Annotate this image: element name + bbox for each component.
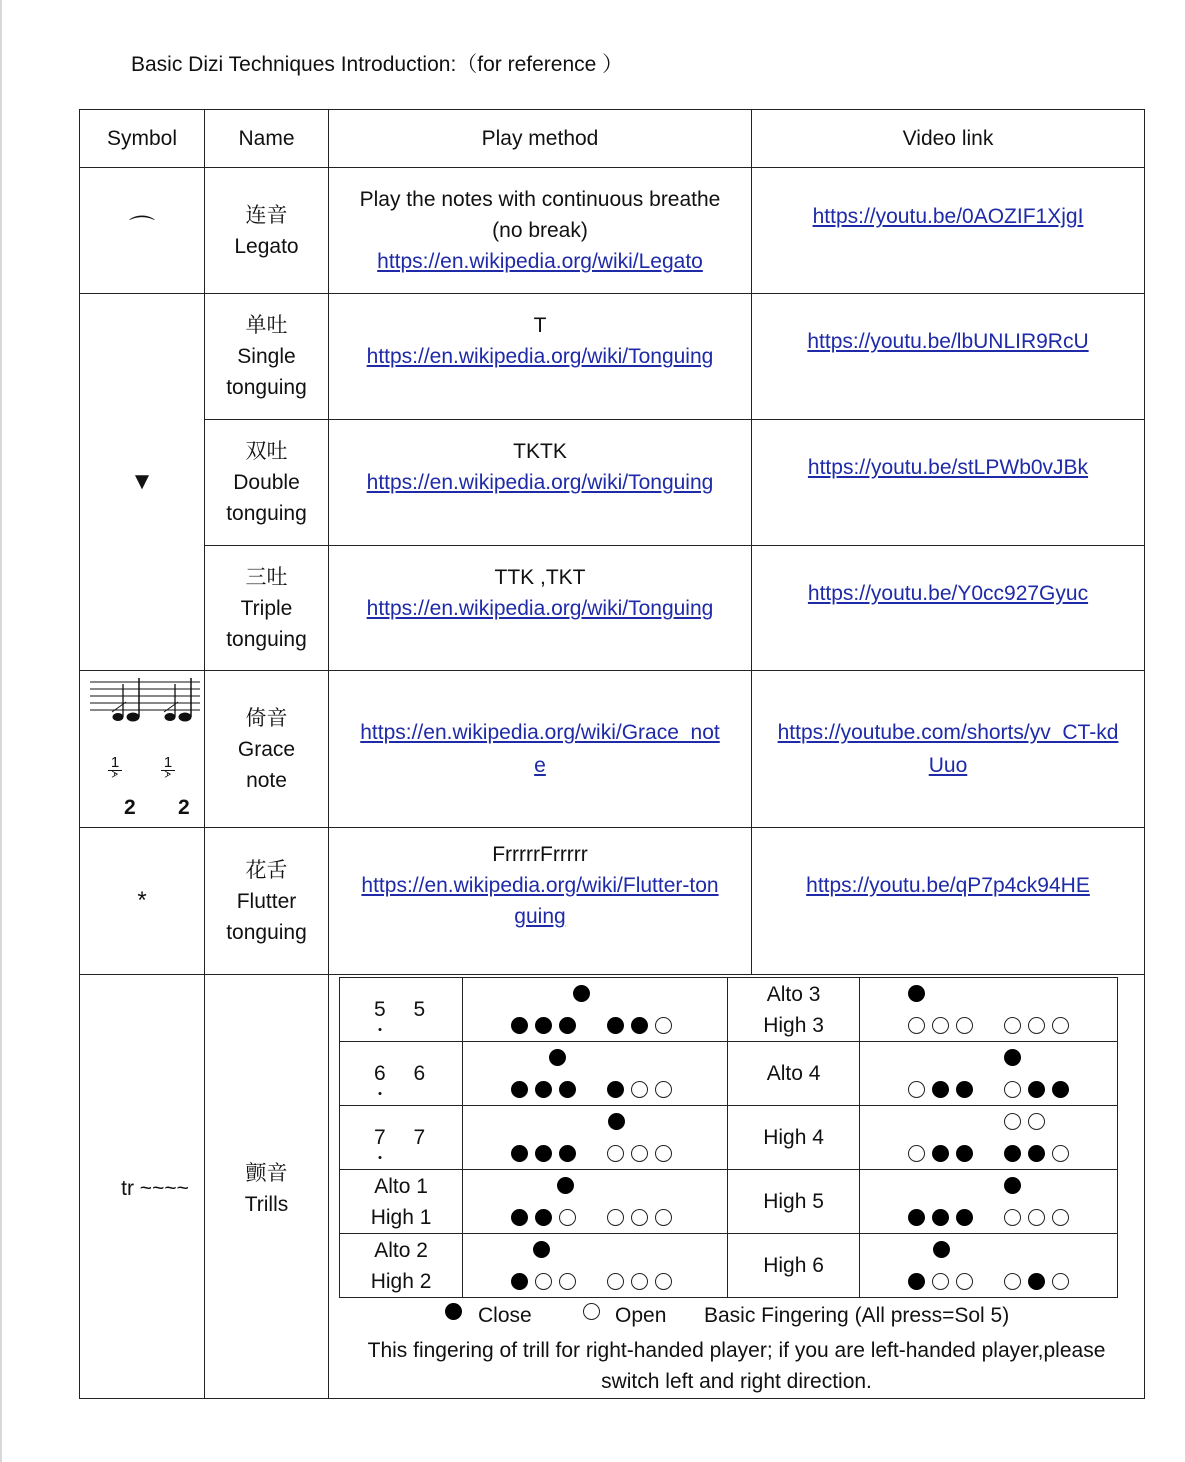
wiki-link-cont[interactable]: e: [534, 754, 546, 777]
wiki-link[interactable]: https://en.wikipedia.org/wiki/Legato: [377, 250, 703, 273]
closed-hole-icon: [511, 1145, 528, 1162]
name-en: Single: [237, 345, 296, 368]
single-method: [329, 294, 752, 420]
closed-hole-icon: [1028, 1273, 1045, 1290]
thumb-hole-icon: [1004, 1177, 1021, 1194]
method-text: T: [533, 314, 547, 337]
video-link-cont[interactable]: Uuo: [928, 754, 968, 777]
name-en-2: tonguing: [226, 627, 307, 651]
closed-hole-icon: [607, 1017, 624, 1034]
grace-symbol: [80, 671, 205, 828]
name-en: Triple: [240, 596, 293, 620]
fingering-label-2: High 3: [763, 1013, 824, 1037]
legend-basic-fingering: Basic Fingering (All press=Sol 5): [704, 1304, 1010, 1327]
staff-number: 1: [110, 753, 120, 771]
fingering-dots: [463, 978, 728, 1042]
document-title: Basic Dizi Techniques Introduction:（for reference ）: [131, 53, 624, 76]
thumb-hole-icon: [1004, 1049, 1021, 1066]
staff-low-number: 2: [124, 795, 136, 819]
method-text: TTK ,TKT: [494, 566, 586, 589]
closed-hole-icon: [1004, 1145, 1021, 1162]
fingering-label: [340, 1106, 463, 1170]
fingering-label-1: Alto 1: [374, 1174, 428, 1198]
grace-method: [329, 671, 752, 828]
closed-hole-icon: [559, 1081, 576, 1098]
closed-hole-icon: [908, 1273, 925, 1290]
flutter-method: [329, 828, 752, 975]
legend-close: Close: [478, 1304, 532, 1327]
open-hole-icon: [1004, 1209, 1021, 1226]
open-hole-icon: [631, 1209, 648, 1226]
fingering-dots: [463, 1234, 728, 1298]
name-cn: 三吐: [245, 564, 288, 589]
closed-hole-icon: [559, 1145, 576, 1162]
jianpu-note: 7: [413, 1126, 426, 1149]
fingering-label: [340, 978, 463, 1042]
closed-hole-icon: [535, 1081, 552, 1098]
open-hole-icon: [1028, 1209, 1045, 1226]
flutter-name: [205, 828, 329, 975]
table-row: [80, 420, 1145, 546]
open-hole-icon: [956, 1017, 973, 1034]
closed-hole-icon: [1028, 1145, 1045, 1162]
open-hole-icon: [559, 1209, 576, 1226]
video-link[interactable]: https://youtu.be/stLPWb0vJBk: [807, 456, 1089, 479]
thumb-hole-icon: [557, 1177, 574, 1194]
fingering-table: [339, 977, 1118, 1298]
legato-video: [752, 168, 1145, 294]
fingering-label-1: High 6: [763, 1254, 824, 1277]
trill-symbol: tr ~~~~: [80, 975, 205, 1399]
open-hole-icon: [1052, 1145, 1069, 1162]
open-hole-icon: [631, 1081, 648, 1098]
double-name: [205, 420, 329, 546]
double-method: [329, 420, 752, 546]
open-hole-icon: [1028, 1113, 1045, 1130]
fingering-dots: [463, 1042, 728, 1106]
open-hole-icon: [607, 1145, 624, 1162]
open-hole-icon: [1028, 1017, 1045, 1034]
fingering-label: [728, 1234, 859, 1298]
open-hole-icon: [655, 1145, 672, 1162]
slur-symbol: ⌒: [128, 214, 155, 244]
tonguing-symbol: [80, 294, 205, 671]
video-link[interactable]: https://youtube.com/shorts/yv_CT-kd: [777, 721, 1119, 744]
double-video: [752, 420, 1145, 546]
fingering-label-1: Alto 4: [766, 1062, 821, 1085]
closed-hole-icon: [1028, 1081, 1045, 1098]
open-hole-icon: [559, 1273, 576, 1290]
triple-method: [329, 546, 752, 671]
fingering-dots: [859, 1170, 1117, 1234]
wiki-link[interactable]: https://en.wikipedia.org/wiki/Flutter-ton: [361, 874, 719, 897]
trill-name: [205, 975, 329, 1399]
fingering-label: [340, 1170, 463, 1234]
closed-hole-icon: [908, 1209, 925, 1226]
name-en: Grace: [237, 737, 296, 761]
fingering-dots: [859, 978, 1117, 1042]
page-edge: [0, 0, 2, 1462]
fingering-label: [728, 1106, 859, 1170]
header-symbol: Symbol: [80, 110, 205, 168]
closed-hole-icon: [511, 1017, 528, 1034]
open-hole-icon: [535, 1273, 552, 1290]
fingering-label: [340, 1234, 463, 1298]
open-hole-icon: [607, 1209, 624, 1226]
jianpu-low-note: 6: [374, 1062, 386, 1085]
closed-hole-icon: [535, 1145, 552, 1162]
grace-note-staff: 1 ᗆ 1 ᗆ 2 2: [80, 672, 204, 827]
header-video-link: Video link: [752, 110, 1145, 168]
open-hole-icon: [908, 1145, 925, 1162]
method-text: Play the notes with continuous breathe: [359, 188, 721, 211]
header-play-method: Play method: [329, 110, 752, 168]
thumb-hole-icon: [908, 985, 925, 1002]
method-text-2: (no break): [492, 219, 588, 242]
name-en-2: tonguing: [226, 376, 307, 399]
name-en-2: tonguing: [226, 920, 307, 944]
fingering-label-1: Alto 2: [374, 1238, 428, 1262]
open-hole-icon: [1052, 1273, 1069, 1290]
name-en: Flutter: [236, 889, 297, 913]
name-en: Legato: [234, 234, 299, 258]
video-link[interactable]: https://youtu.be/0AOZIF1XjgI: [812, 205, 1084, 228]
jianpu-note: 5: [413, 998, 426, 1021]
flutter-video: [752, 828, 1145, 975]
open-hole-icon: [583, 1303, 600, 1320]
name-cn: 双吐: [245, 439, 288, 463]
table-row: [80, 546, 1145, 671]
wiki-link[interactable]: https://en.wikipedia.org/wiki/Grace_not: [360, 721, 720, 744]
fingering-label: [728, 1170, 859, 1234]
fingering-dots: [859, 1106, 1117, 1170]
trill-note: This fingering of trill for right-handed player; if you are left-handed player,please switch left and right direction.: [367, 1339, 1106, 1393]
header-name: Name: [205, 110, 329, 168]
closed-hole-icon: [511, 1081, 528, 1098]
open-hole-icon: [655, 1273, 672, 1290]
name-en: Trills: [244, 1192, 289, 1216]
jianpu-note: 6: [413, 1062, 426, 1085]
fingering-label-1: Alto 3: [766, 982, 821, 1006]
closed-hole-icon: [511, 1273, 528, 1290]
jianpu-low-note: 7: [374, 1126, 386, 1149]
closed-hole-icon: [956, 1209, 973, 1226]
closed-hole-icon: [607, 1081, 624, 1098]
fingering-label: [340, 1042, 463, 1106]
wiki-link[interactable]: https://en.wikipedia.org/wiki/Tonguing: [366, 597, 714, 620]
thumb-hole-icon: [533, 1241, 550, 1258]
techniques-table: [79, 109, 1145, 1399]
closed-hole-icon: [932, 1081, 949, 1098]
flutter-symbol: [80, 828, 205, 975]
closed-hole-icon: [932, 1145, 949, 1162]
fingering-dots: [859, 1042, 1117, 1106]
video-link[interactable]: https://youtu.be/Y0cc927Gyuc: [807, 582, 1089, 605]
asterisk-symbol: *: [137, 887, 147, 914]
closed-hole-icon: [445, 1303, 462, 1320]
wiki-link[interactable]: https://en.wikipedia.org/wiki/Tonguing: [366, 345, 714, 368]
legato-method: [329, 168, 752, 294]
method-text: FrrrrrFrrrrr: [492, 843, 588, 866]
thumb-hole-icon: [608, 1113, 625, 1130]
fingering-label: [728, 1042, 859, 1106]
jianpu-low-note: 5: [374, 998, 386, 1021]
name-cn: 倚音: [245, 705, 288, 730]
fingering-label-1: High 4: [763, 1126, 824, 1149]
table-row: [80, 294, 1145, 420]
table-row: [80, 671, 1145, 828]
fingering-dots: [859, 1234, 1117, 1298]
closed-hole-icon: [956, 1145, 973, 1162]
thumb-hole-icon: [933, 1241, 950, 1258]
open-hole-icon: [1004, 1081, 1021, 1098]
fingering-legend: [329, 1298, 1144, 1333]
thumb-hole-icon: [549, 1049, 566, 1066]
table-row: [80, 168, 1145, 294]
open-hole-icon: [607, 1273, 624, 1290]
legend-open: Open: [615, 1304, 667, 1327]
triple-name: [205, 546, 329, 671]
closed-hole-icon: [932, 1209, 949, 1226]
open-hole-icon: [631, 1145, 648, 1162]
fingering-label-2: High 2: [370, 1269, 432, 1293]
closed-hole-icon: [631, 1017, 648, 1034]
video-link[interactable]: https://youtu.be/qP7p4ck94HE: [806, 874, 1090, 897]
trill-body: [329, 975, 1145, 1399]
wiki-link-cont[interactable]: guing: [514, 905, 566, 928]
single-video: [752, 294, 1145, 420]
fingering-dots: [463, 1106, 728, 1170]
closed-hole-icon: [511, 1209, 528, 1226]
table-row: [80, 975, 1145, 1399]
staff-low-number-2: 2: [178, 795, 190, 819]
single-name: [205, 294, 329, 420]
open-hole-icon: [1052, 1209, 1069, 1226]
legato-symbol: [80, 168, 205, 294]
open-hole-icon: [1004, 1113, 1021, 1130]
closed-hole-icon: [535, 1017, 552, 1034]
open-hole-icon: [932, 1273, 949, 1290]
triangle-symbol: ▼: [130, 468, 154, 495]
open-hole-icon: [908, 1017, 925, 1034]
fingering-dots: [463, 1170, 728, 1234]
closed-hole-icon: [956, 1081, 973, 1098]
open-hole-icon: [908, 1081, 925, 1098]
triple-video: [752, 546, 1145, 671]
open-hole-icon: [655, 1017, 672, 1034]
name-cn: 花舌: [245, 857, 288, 882]
method-text: TKTK: [513, 440, 567, 463]
video-link[interactable]: https://youtu.be/lbUNLIR9RcU: [807, 330, 1089, 353]
open-hole-icon: [956, 1273, 973, 1290]
grace-name: [205, 671, 329, 828]
open-hole-icon: [655, 1081, 672, 1098]
thumb-hole-icon: [573, 985, 590, 1002]
name-en: Double: [233, 471, 300, 494]
name-en-2: note: [246, 768, 287, 792]
open-hole-icon: [631, 1273, 648, 1290]
closed-hole-icon: [1052, 1081, 1069, 1098]
legato-name: [205, 168, 329, 294]
open-hole-icon: [1004, 1017, 1021, 1034]
closed-hole-icon: [559, 1017, 576, 1034]
open-hole-icon: [655, 1209, 672, 1226]
name-cn: 颤音: [245, 1160, 288, 1185]
fingering-label: [728, 978, 859, 1042]
name-cn: 连音: [245, 202, 288, 227]
name-en-2: tonguing: [226, 502, 307, 525]
fingering-label-2: High 1: [370, 1205, 432, 1229]
open-hole-icon: [932, 1017, 949, 1034]
grace-video: [752, 671, 1145, 828]
staff-number-2: 1: [163, 753, 173, 771]
name-cn: 单吐: [245, 313, 288, 337]
closed-hole-icon: [535, 1209, 552, 1226]
wiki-link[interactable]: https://en.wikipedia.org/wiki/Tonguing: [366, 471, 714, 494]
open-hole-icon: [1004, 1273, 1021, 1290]
open-hole-icon: [1052, 1017, 1069, 1034]
fingering-label-1: High 5: [763, 1190, 824, 1213]
table-row: [80, 828, 1145, 975]
